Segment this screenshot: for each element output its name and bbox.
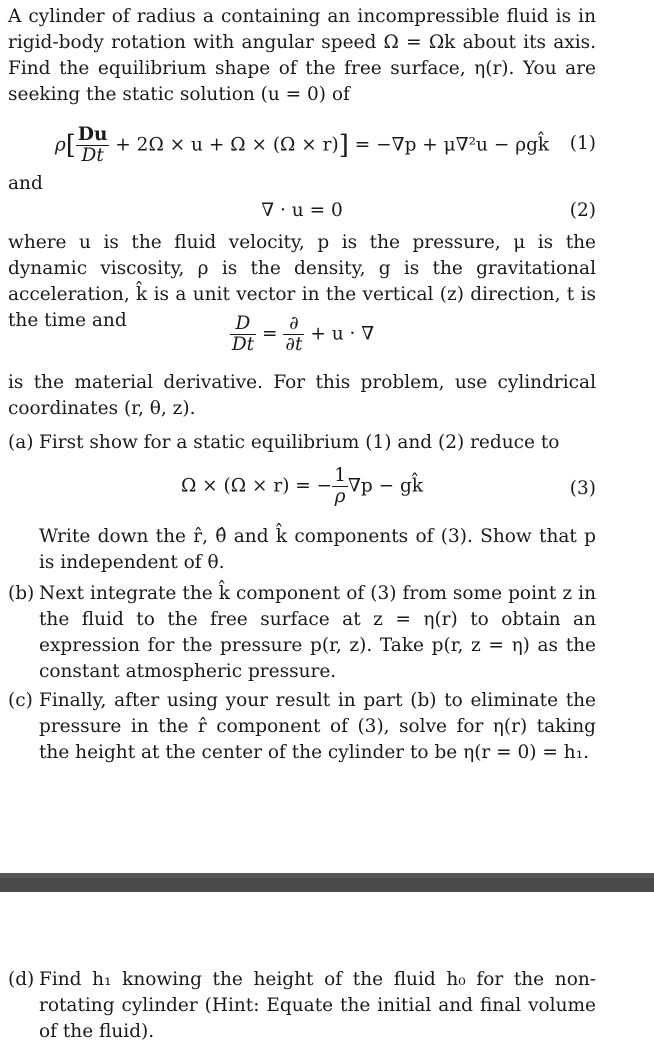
eq1-lhs-rest: + 2Ω × u + Ω × (Ω × r) <box>115 134 339 156</box>
part-a-text: First show for a static equilibrium (1) and (2) reduce to <box>39 432 560 453</box>
part-c-label: (c) <box>8 690 33 711</box>
md-frac2-den: ∂t <box>285 334 303 355</box>
md-frac1-num: D <box>230 314 256 335</box>
eq3-rhs: ∇p − gk̂ <box>347 475 424 497</box>
part-c-text: Finally, after using your result in part (b) to eliminate the pressure in the r̂ component of (3), solve for η(r) taking the height at the center of the cylinder to be η(r = 0) = h₁. <box>39 690 596 763</box>
part-b-text: Next integrate the k̂ component of (3) from some point z in the fluid to the free surface at z = η(r) to obtain an expression for the pressure p(r, z). Take p(r, z = η) as the constant atmospheric pressure. <box>39 583 596 682</box>
md-frac1-den: Dt <box>231 334 255 355</box>
md-rest: + u · ∇ <box>310 323 375 345</box>
eq1-frac-num: Du <box>77 124 108 145</box>
eq2-number: (2) <box>569 200 596 221</box>
eq3-lhs: Ω × (Ω × r) = − <box>180 475 333 497</box>
page-separator <box>0 878 654 892</box>
eq1-frac-den: Dt <box>81 145 104 166</box>
part-d-text: Find h₁ knowing the height of the fluid h₀ for the non-rotating cylinder (Hint: Equate the initial and final volume of the fluid). <box>39 969 596 1042</box>
part-a-followup <box>8 524 596 576</box>
part-d-label: (d) <box>8 969 35 990</box>
eq2-expr: ∇ · u = 0 <box>261 200 343 221</box>
and-text: and <box>8 173 43 194</box>
equation-2 <box>8 198 596 228</box>
part-d <box>8 967 596 1045</box>
eq1-rho: ρ <box>54 134 66 156</box>
part-a <box>8 430 596 456</box>
md-equals: = <box>262 323 278 345</box>
equation-1: ρ[ $\frac{Du}{Dt}$ + 2Ω × u + Ω × (Ω × r)] = −∇p + μ∇²u − ρgk̂ (1) <box>54 124 596 166</box>
part-c <box>8 688 596 766</box>
part-a-label: (a) <box>8 432 34 453</box>
part-b-label: (b) <box>8 583 35 604</box>
material-text: is the material derivative. For this problem, use cylindrical coordinates (r, θ, z). <box>8 372 596 419</box>
problem-intro: A cylinder of radius a containing an incompressible fluid is in rigid-body rotation with angular speed Ω = Ωk about its axis. Find the equilibrium shape of the free surface, η(r). You are seeking the static solution (u = 0) of <box>8 6 596 105</box>
eq3-frac-num: 1 <box>334 465 346 486</box>
eq1-rhs: = −∇p + μ∇²u − ρgk̂ <box>354 134 550 156</box>
eq3-frac-den: ρ <box>334 486 346 507</box>
eq3-number: (3) <box>569 478 596 499</box>
part-a-followup-text: Write down the r̂, θ̂ and k̂ components of (3). Show that p is independent of θ. <box>39 526 596 573</box>
material-derivative-equation <box>8 314 596 360</box>
md-frac2-num: ∂ <box>283 314 304 335</box>
equation-3 <box>8 466 596 510</box>
where-text: where u is the fluid velocity, p is the pressure, μ is the dynamic viscosity, ρ is the density, g is the gravitational acceleration, k̂ is a unit vector in the vertical (z) direction, t is the time and <box>8 232 596 331</box>
part-b <box>8 581 596 685</box>
eq1-number: (1) <box>569 133 596 154</box>
